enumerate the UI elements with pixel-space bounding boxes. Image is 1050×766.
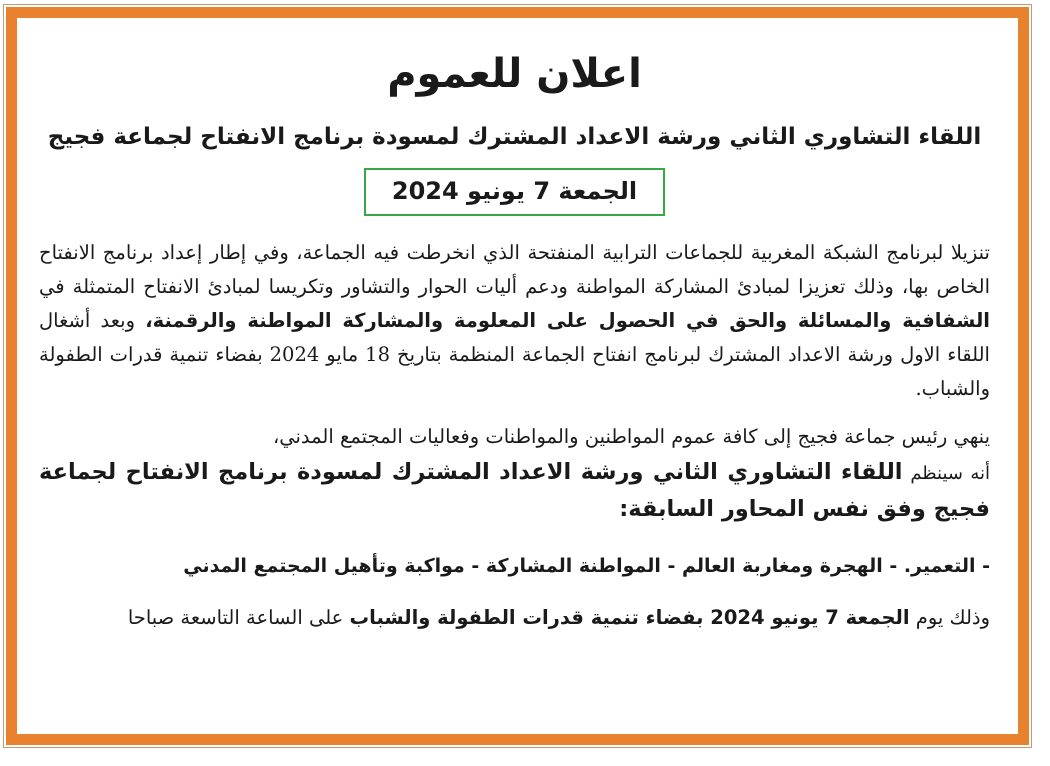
intro-bold-principles: الشفافية والمسائلة والحق في الحصول على المعلومة والمشاركة المواطنة والرقمنة، <box>145 309 990 332</box>
axes-list: - التعمير. - الهجرة ومغاربة العالم - المواطنة المشاركة - مواكبة وتأهيل المجتمع المدني <box>183 555 990 577</box>
notice-paragraph <box>39 420 990 527</box>
orange-border <box>6 7 1029 745</box>
event-date-box: الجمعة 7 يونيو 2024 <box>364 168 665 216</box>
announcement-frame <box>3 4 1032 748</box>
notice-text-2: أنه سينظم <box>910 463 990 484</box>
closing-line <box>39 601 990 635</box>
intro-text-1: تنزيلا لبرنامج الشبكة المغربية للجماعات الترابية المنفتحة الذي انخرطت فيه الجماعة، وفي إطار إعداد برنامج الانفتاح الخاص بها، وذلك تعزيزا لمبادئ المشاركة المواطنة ودعم أليات الحوار والتشاور وتكريسا لمبادئ الانفتاح المتمثلة في <box>39 241 990 298</box>
date-wrap <box>39 168 990 216</box>
closing-text-2: على الساعة التاسعة صباحا <box>127 606 344 629</box>
announcement-title: اعلان للعموم <box>387 51 642 97</box>
closing-text-1: وذلك يوم <box>915 606 990 629</box>
announcement-content <box>39 40 990 714</box>
notice-bold-event: اللقاء التشاوري الثاني ورشة الاعداد المشترك لمسودة برنامج الانفتاح لجماعة فجيج وفق نفس المحاور السابقة: <box>39 459 990 522</box>
announcement-subtitle: اللقاء التشاوري الثاني ورشة الاعداد المشترك لمسودة برنامج الانفتاح لجماعة فجيج <box>47 124 982 150</box>
closing-bold-date-venue: الجمعة 7 يونيو 2024 بفضاء تنمية قدرات الطفولة والشباب <box>349 606 910 629</box>
intro-text-2: وبعد أشغال اللقاء الاول ورشة الاعداد المشترك لبرنامج انفتاح الجماعة المنظمة بتاريخ 18 مايو 2024 بفضاء تنمية قدرات الطفولة والشباب. <box>39 309 990 400</box>
notice-text-1: ينهي رئيس جماعة فجيج إلى كافة عموم المواطنين والمواطنات وفعاليات المجتمع المدني، <box>272 425 990 448</box>
intro-paragraph <box>39 236 990 406</box>
